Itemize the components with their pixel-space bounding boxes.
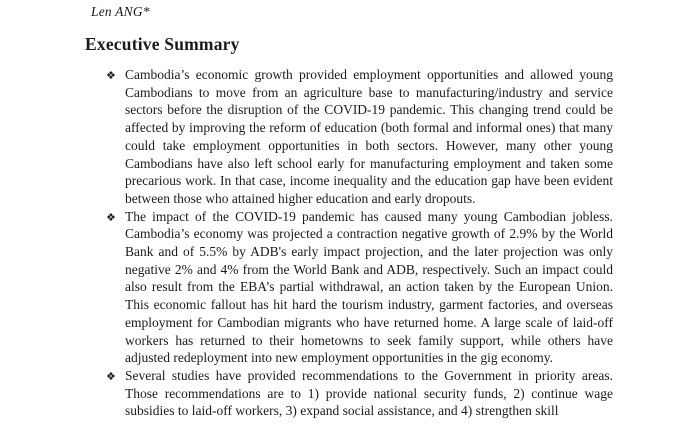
bullet-item (85, 66, 613, 208)
bullet-list (85, 66, 613, 420)
bullet-diamond-icon: ❖ (106, 69, 116, 82)
author-line: Len ANG* (91, 4, 150, 19)
bullet-item (85, 367, 613, 420)
bullet-text: Several studies have provided recommendations to the Government in priority areas. Those recommendations are to 1) provide national security funds, 2) continue wage subsidies to laid-off workers, 3) expand social assistance, and 4) strengthen skill (125, 367, 613, 419)
bullet-text: Cambodia’s economic growth provided employment opportunities and allowed young Cambodians to move from an agriculture base to manufacturing/industry and service sectors before the disruption of the COVID-19 pandemic. This changing trend could be affected by improving the reform of education (both formal and informal ones) that many could take employment opportunities in both sectors. However, many other young Cambodians have also left school early for manufacturing employment and taken some precarious work. In that case, income inequality and the education gap have been evident between those who attained higher education and early dropouts. (125, 67, 613, 206)
bullet-item (85, 208, 613, 367)
bullet-text: The impact of the COVID-19 pandemic has caused many young Cambodian jobless. Cambodia’s economy was projected a contraction negative growth of 2.9% by the World Bank and of 5.5% by ADB's early impact projection, and the later projection was only negative 2% and 4% from the World Bank and ADB, respectively. Such an impact could also result from the EBA’s partial withdrawal, an action taken by the European Union. This economic fallout has hit hard the tourism industry, garment factories, and overseas employment for Cambodian migrants who have returned home. A large scale of laid-off workers has returned to their hometowns to seek family support, while others have adjusted redeployment into new employment opportunities in the gig economy. (125, 208, 613, 366)
section-heading: Executive Summary (85, 34, 240, 54)
bullet-diamond-icon: ❖ (106, 369, 116, 383)
bullet-diamond-icon: ❖ (106, 210, 116, 224)
